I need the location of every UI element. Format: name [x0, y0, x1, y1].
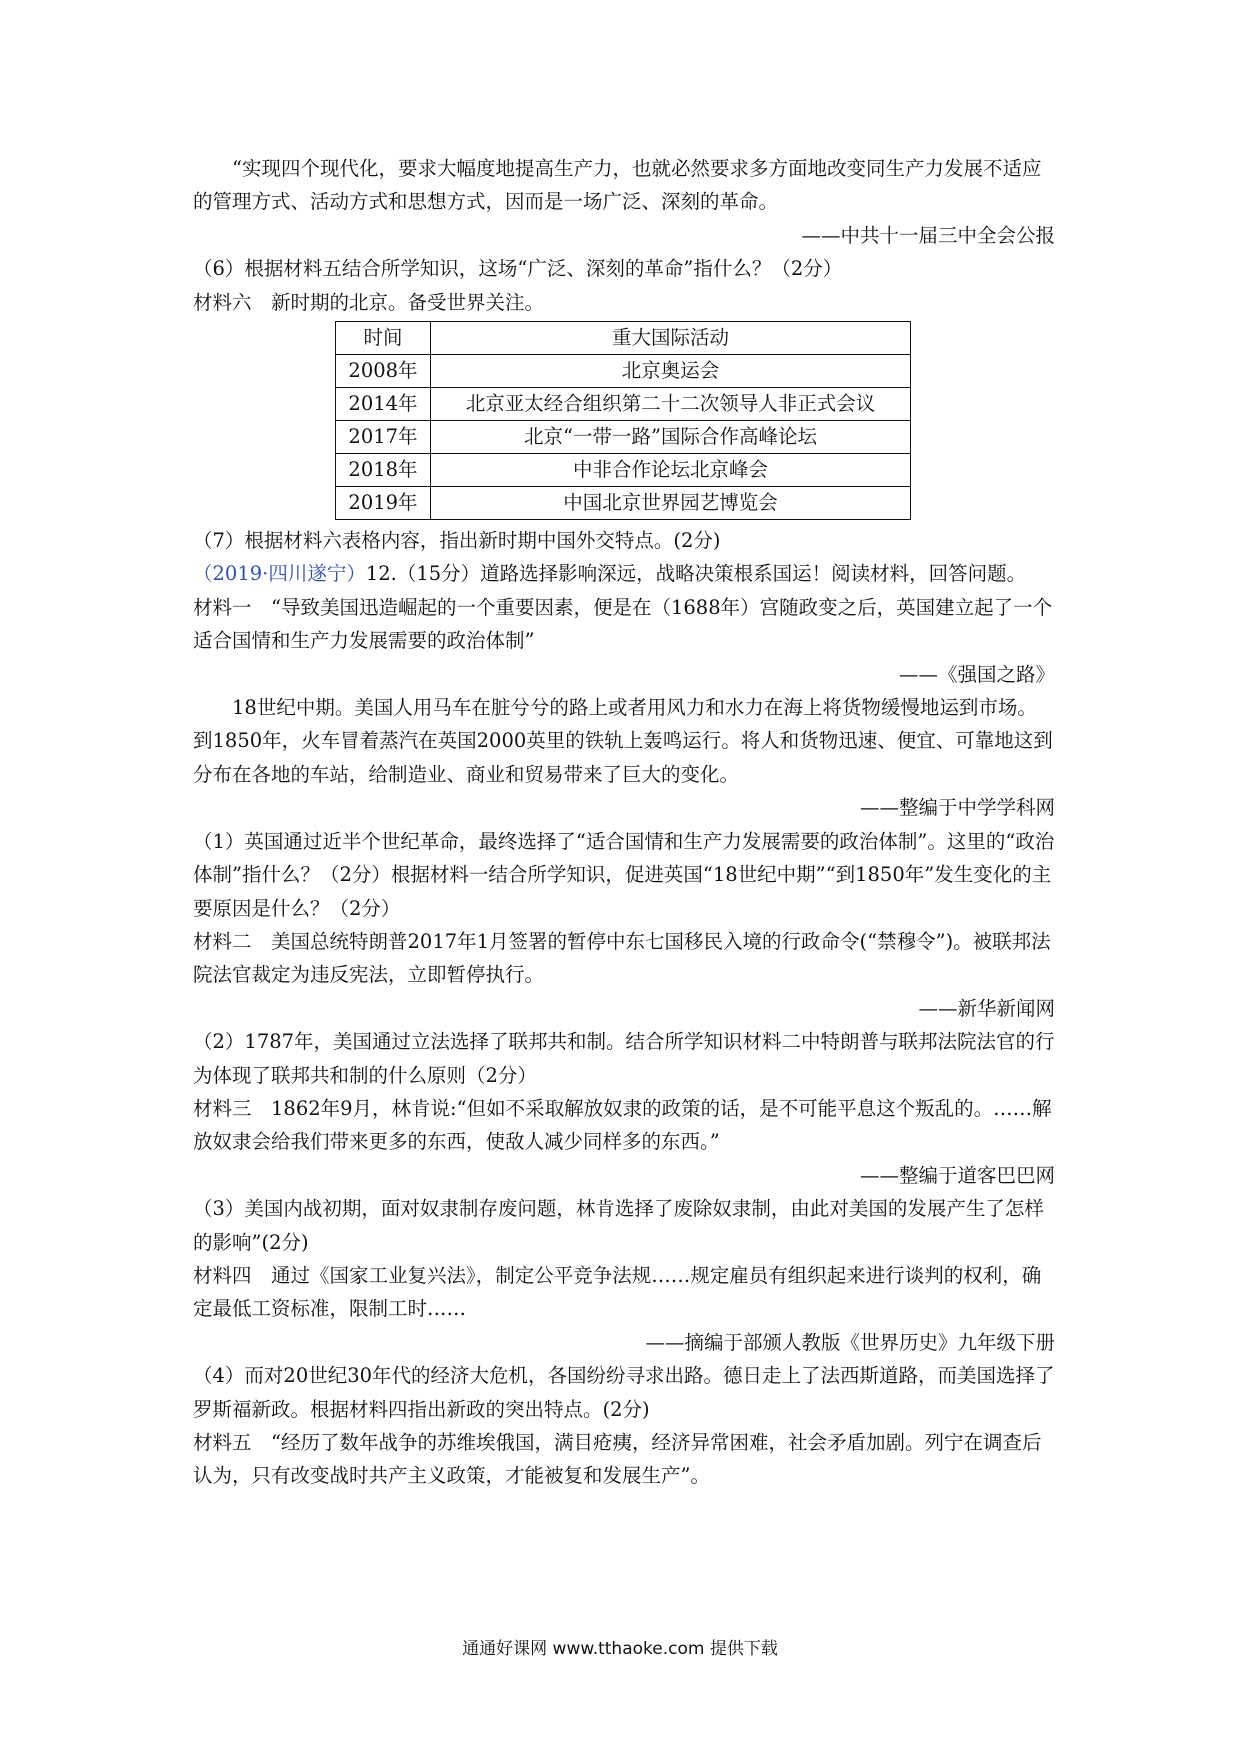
page-footer: 通通好课网 www.tthaoke.com 提供下载	[462, 1639, 778, 1659]
table-cell-year: 2014年	[336, 388, 431, 421]
quote-paragraph: “实现四个现代化，要求大幅度地提高生产力，也就必然要求多方面地改变同生产力发展不适应的管理方式、活动方式和思想方式，因而是一场广泛、深刻的革命。	[193, 157, 1042, 214]
table-header-time: 时间	[336, 322, 431, 355]
material-1-source: ——《强国之路》	[898, 662, 1055, 686]
material-1-paragraph-2: 18世纪中期。美国人用马车在脏兮兮的路上或者用风力和水力在海上将货物缓慢地运到市场。到1850年，火车冒着蒸汽在英国2000英里的铁轨上轰鸣运行。将人和货物迅速、便宜、可靠地这到分布在各地的车站，给制造业、商业和贸易带来了巨大的变化。	[193, 696, 1053, 786]
question-6: （6）根据材料五结合所学知识，这场“广泛、深刻的革命”指什么？（2分）	[193, 257, 843, 281]
material-1: 材料一 “导致美国迅造崛起的一个重要因素，便是在（1688年）宫随政变之后，英国建立起了一个适合国情和生产力发展需要的政治体制”	[193, 595, 1053, 653]
table-row	[336, 454, 911, 487]
document-body	[193, 152, 1055, 1493]
material-1-source-2: ——整编于中学学科网	[859, 796, 1055, 820]
table-cell-year: 2017年	[336, 421, 431, 454]
material-5: 材料五 “经历了数年战争的苏维埃俄国，满目疮痍，经济异常困难，社会矛盾加剧。列宁在调查后认为，只有改变战时共产主义政策，才能被复和发展生产”。	[193, 1431, 1042, 1488]
material-2: 材料二 美国总统特朗普2017年1月签署的暂停中东七国移民入境的行政命令(“禁穆令”)。被联邦法院法官裁定为违反宪法，立即暂停执行。	[193, 929, 1051, 987]
table-cell-event: 中国北京世界园艺博览会	[431, 487, 911, 520]
quote-source: ——中共十一届三中全会公报	[801, 223, 1055, 247]
material-4: 材料四 通过《国家工业复兴法》，制定公平竞争法规……规定雇员有组织起来进行谈判的权利，确定最低工资标准，限制工时……	[193, 1263, 1042, 1321]
table-row	[336, 421, 911, 454]
table-cell-event: 北京亚太经合组织第二十二次领导人非正式会议	[431, 388, 911, 421]
events-table	[335, 321, 911, 520]
question-12-text: 12.（15分）道路选择影响深远，战略决策根系国运！阅读材料，回答问题。	[365, 562, 1027, 586]
table-cell-year: 2018年	[336, 454, 431, 487]
question-7: （7）根据材料六表格内容，指出新时期中国外交特点。(2分)	[193, 529, 721, 553]
table-header-event: 重大国际活动	[431, 322, 911, 355]
sub-question-2: （2）1787年，美国通过立法选择了联邦共和制。结合所学知识材料二中特朗普与联邦法院法官的行为体现了联邦共和制的什么原则（2分）	[193, 1030, 1055, 1087]
sub-question-1: （1）英国通过近半个世纪革命，最终选择了“适合国情和生产力发展需要的政治体制”。这里的“政治体制”指什么？（2分）根据材料一结合所学知识，促进英国“18世纪中期”“到1850年”发生变化的主要原因是什么？（2分）	[193, 829, 1055, 920]
material-2-source: ——新华新闻网	[918, 996, 1055, 1020]
question-12	[193, 557, 1055, 590]
table-cell-event: 北京奥运会	[431, 355, 911, 388]
material-3: 材料三 1862年9月，林肯说:“但如不采取解放奴隶的政策的话，是不可能平息这个叛乱的。……解放奴隶会给我们带来更多的东西，使敌人减少同样多的东西。”	[193, 1096, 1052, 1154]
table-row	[336, 388, 911, 421]
table-cell-event: 中非合作论坛北京峰会	[431, 454, 911, 487]
table-cell-event: 北京“一带一路”国际合作高峰论坛	[431, 421, 911, 454]
material-3-source: ——整编于道客巴巴网	[859, 1163, 1055, 1187]
sub-question-4: （4）而对20世纪30年代的经济大危机，各国纷纷寻求出路。德日走上了法西斯道路，而美国选择了罗斯福新政。根据材料四指出新政的突出特点。(2分)	[193, 1364, 1055, 1421]
table-cell-year: 2008年	[336, 355, 431, 388]
table-header-row	[336, 322, 911, 355]
table-cell-year: 2019年	[336, 487, 431, 520]
table-row	[336, 487, 911, 520]
source-tag: （2019·四川遂宁）	[193, 562, 366, 586]
table-row	[336, 355, 911, 388]
material-6-intro: 材料六 新时期的北京。备受世界关注。	[193, 290, 545, 314]
material-4-source: ——摘编于部颁人教版《世界历史》九年级下册	[645, 1330, 1055, 1354]
sub-question-3: （3）美国内战初期，面对奴隶制存废问题，林肯选择了废除奴隶制，由此对美国的发展产生了怎样的影响”(2分)	[193, 1197, 1044, 1254]
